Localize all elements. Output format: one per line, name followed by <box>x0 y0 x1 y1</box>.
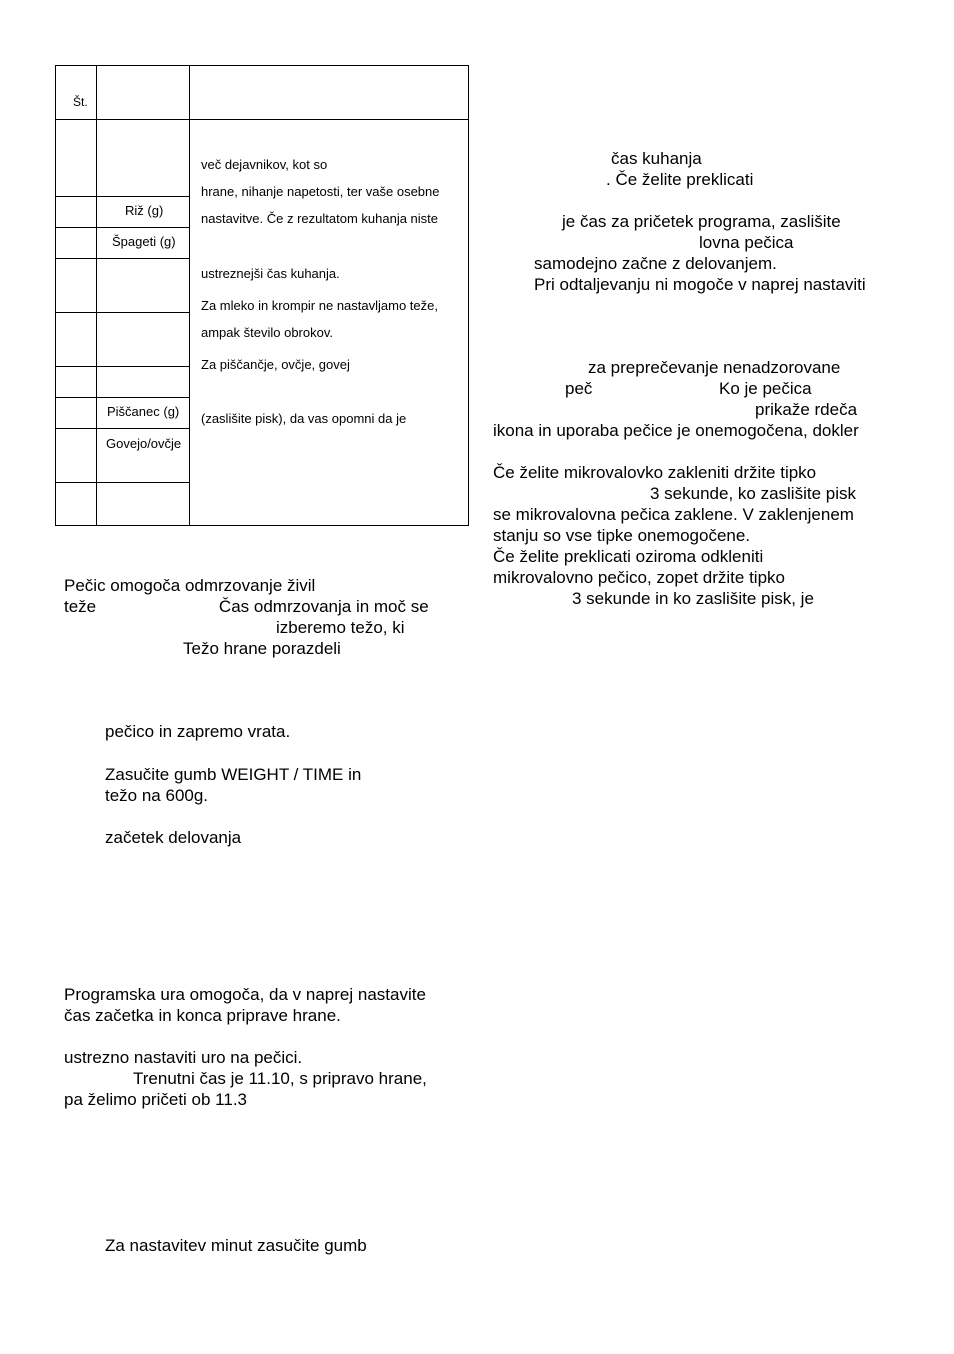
step-text: težo na 600g. <box>105 786 209 805</box>
timer-text: pa želimo pričeti ob 11.3 <box>64 1090 248 1109</box>
table-note: (zaslišite pisk), da vas opomni da je <box>201 411 407 426</box>
timer-text: čas začetka in konca priprave hrane. <box>64 1006 341 1025</box>
table-note: ustreznejši čas kuhanja. <box>201 266 340 281</box>
lock-text: 3 sekunde in ko zaslišite pisk, je <box>572 589 814 608</box>
lock-text: peč <box>565 379 593 398</box>
table-cell-spaghetti: Špageti (g) <box>112 234 176 249</box>
lock-text: Če želite preklicati oziroma odkleniti <box>493 547 764 566</box>
step-text: začetek delovanja <box>105 828 242 847</box>
lock-text: prikaže rdeča <box>755 400 858 419</box>
lock-text: stanju so vse tipke onemogočene. <box>493 526 751 545</box>
table-row-divider <box>56 196 189 197</box>
program-text: Pri odtaljevanju ni mogoče v naprej nastaviti <box>534 275 866 294</box>
step-text: pečico in zapremo vrata. <box>105 722 291 741</box>
table-row-divider <box>56 397 189 398</box>
timer-text: ustrezno nastaviti uro na pečici. <box>64 1048 303 1067</box>
program-text: . Če želite preklicati <box>606 170 754 189</box>
lock-text: Ko je pečica <box>719 379 812 398</box>
program-text: samodejno začne z delovanjem. <box>534 254 777 273</box>
lock-text: za preprečevanje nenadzorovane <box>588 358 841 377</box>
timer-text: Programska ura omogoča, da v naprej nastavite <box>64 985 426 1004</box>
program-text: čas kuhanja <box>611 149 702 168</box>
table-header-divider <box>56 119 468 120</box>
table-note: več dejavnikov, kot so <box>201 157 328 172</box>
table-cell-chicken: Piščanec (g) <box>107 404 180 419</box>
table-col-divider-2 <box>189 66 190 525</box>
minutes-text: Za nastavitev minut zasučite gumb <box>105 1236 367 1255</box>
table-row-divider <box>56 482 189 483</box>
table-col-divider-1 <box>96 66 97 525</box>
lock-text: 3 sekunde, ko zaslišite pisk <box>650 484 856 503</box>
table-row-divider <box>56 258 189 259</box>
table-note: ampak število obrokov. <box>201 325 333 340</box>
program-text: lovna pečica <box>699 233 794 252</box>
timer-text: Trenutni čas je 11.10, s pripravo hrane, <box>133 1069 427 1088</box>
step-text: Zasučite gumb WEIGHT / TIME in <box>105 765 362 784</box>
lock-text: se mikrovalovna pečica zaklene. V zaklenjenem <box>493 505 854 524</box>
table-header-number: Št. <box>73 95 88 109</box>
table-note: nastavitve. Če z rezultatom kuhanja niste <box>201 211 439 226</box>
table-note: Za piščančje, ovčje, govej <box>201 357 350 372</box>
table-row-divider <box>56 312 189 313</box>
cooking-table <box>55 65 469 526</box>
table-row-divider <box>56 366 189 367</box>
lock-text: ikona in uporaba pečice je onemogočena, dokler <box>493 421 859 440</box>
defrost-text: Težo hrane porazdeli <box>183 639 341 658</box>
defrost-text: Pečic omogoča odmrzovanje živil <box>64 576 316 595</box>
defrost-text: izberemo težo, ki <box>276 618 405 637</box>
table-row-divider <box>56 428 189 429</box>
table-cell-beef-lamb: Govejo/ovčje <box>106 436 182 451</box>
table-cell-rice: Riž (g) <box>125 203 164 218</box>
table-note: Za mleko in krompir ne nastavljamo teže, <box>201 298 438 313</box>
lock-text: mikrovalovno pečico, zopet držite tipko <box>493 568 785 587</box>
lock-text: Če želite mikrovalovko zakleniti držite tipko <box>493 463 817 482</box>
defrost-text: teže Čas odmrzovanja in moč se <box>64 597 429 616</box>
program-text: je čas za pričetek programa, zaslišite <box>562 212 841 231</box>
table-note: hrane, nihanje napetosti, ter vaše osebne <box>201 184 440 199</box>
table-row-divider <box>56 227 189 228</box>
